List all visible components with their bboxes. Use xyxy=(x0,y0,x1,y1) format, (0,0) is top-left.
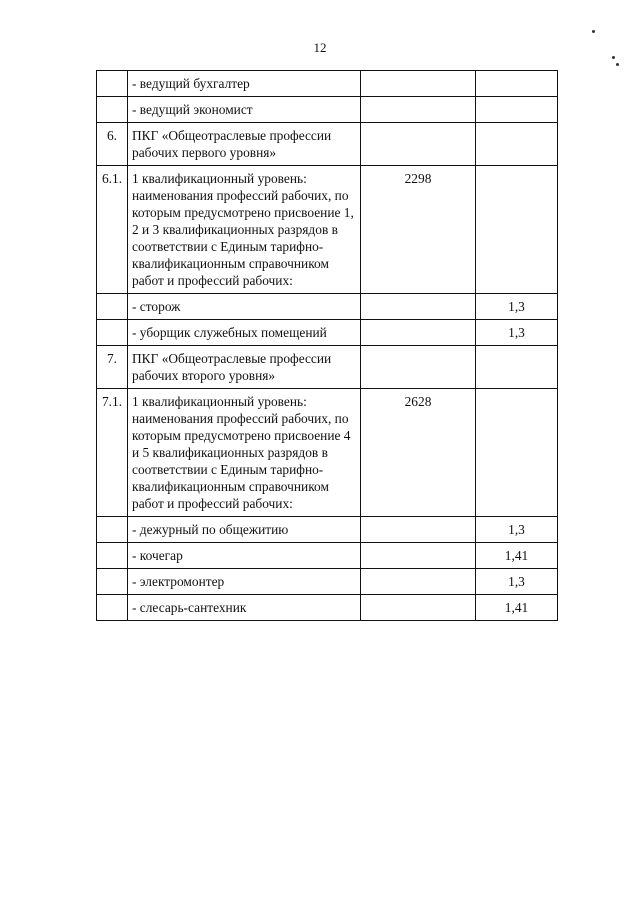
row-number-cell: 7.1. xyxy=(97,389,128,517)
position-name-cell: ПКГ «Общеотраслевые профессии рабочих первого уровня» xyxy=(128,123,361,166)
row-number-cell xyxy=(97,517,128,543)
coefficient-cell xyxy=(476,389,558,517)
coefficient-cell: 1,3 xyxy=(476,569,558,595)
salary-cell: 2628 xyxy=(361,389,476,517)
row-number-cell xyxy=(97,595,128,621)
table-row xyxy=(97,71,558,97)
coefficient-cell: 1,3 xyxy=(476,517,558,543)
position-name-cell: - дежурный по общежитию xyxy=(128,517,361,543)
salary-cell: 2298 xyxy=(361,166,476,294)
position-name-cell: - слесарь-сантехник xyxy=(128,595,361,621)
row-number-cell xyxy=(97,294,128,320)
coefficient-cell xyxy=(476,97,558,123)
coefficient-cell xyxy=(476,346,558,389)
position-name-cell: - ведущий экономист xyxy=(128,97,361,123)
coefficient-cell: 1,3 xyxy=(476,294,558,320)
salary-cell xyxy=(361,569,476,595)
row-number-cell: 6. xyxy=(97,123,128,166)
table-row xyxy=(97,97,558,123)
table-row xyxy=(97,294,558,320)
salary-cell xyxy=(361,543,476,569)
position-name-cell: - сторож xyxy=(128,294,361,320)
table-row xyxy=(97,166,558,294)
row-number-cell xyxy=(97,543,128,569)
salary-cell xyxy=(361,97,476,123)
table-row xyxy=(97,569,558,595)
table-row xyxy=(97,543,558,569)
scan-speck xyxy=(612,56,615,59)
table-row xyxy=(97,123,558,166)
salary-cell xyxy=(361,517,476,543)
coefficient-cell: 1,41 xyxy=(476,595,558,621)
row-number-cell xyxy=(97,569,128,595)
page-number: 12 xyxy=(313,40,327,55)
table-row xyxy=(97,346,558,389)
salary-cell xyxy=(361,595,476,621)
position-name-cell: 1 квалификационный уровень: наименования профессий рабочих, по которым предусмотрено присвоение 1, 2 и 3 квалификационных разрядов в соответствии с Единым тарифно-квалификационным справочником работ и профессий рабочих: xyxy=(128,166,361,294)
salary-cell xyxy=(361,71,476,97)
row-number-cell: 6.1. xyxy=(97,166,128,294)
coefficient-cell: 1,3 xyxy=(476,320,558,346)
table-row xyxy=(97,595,558,621)
coefficient-cell: 1,41 xyxy=(476,543,558,569)
position-name-cell: - ведущий бухгалтер xyxy=(128,71,361,97)
row-number-cell: 7. xyxy=(97,346,128,389)
scan-speck xyxy=(616,63,619,66)
salary-table xyxy=(96,70,558,621)
table-row xyxy=(97,389,558,517)
salary-cell xyxy=(361,123,476,166)
coefficient-cell xyxy=(476,166,558,294)
row-number-cell xyxy=(97,320,128,346)
salary-cell xyxy=(361,346,476,389)
position-name-cell: - кочегар xyxy=(128,543,361,569)
row-number-cell xyxy=(97,97,128,123)
scan-speck xyxy=(592,30,595,33)
position-name-cell: 1 квалификационный уровень: наименования профессий рабочих, по которым предусмотрено присвоение 4 и 5 квалификационных разрядов в соответствии с Единым тарифно-квалификационным справочником работ и профессий рабочих: xyxy=(128,389,361,517)
coefficient-cell xyxy=(476,71,558,97)
position-name-cell: ПКГ «Общеотраслевые профессии рабочих второго уровня» xyxy=(128,346,361,389)
position-name-cell: - уборщик служебных помещений xyxy=(128,320,361,346)
salary-cell xyxy=(361,294,476,320)
coefficient-cell xyxy=(476,123,558,166)
position-name-cell: - электромонтер xyxy=(128,569,361,595)
table-row xyxy=(97,517,558,543)
table-row xyxy=(97,320,558,346)
row-number-cell xyxy=(97,71,128,97)
salary-cell xyxy=(361,320,476,346)
